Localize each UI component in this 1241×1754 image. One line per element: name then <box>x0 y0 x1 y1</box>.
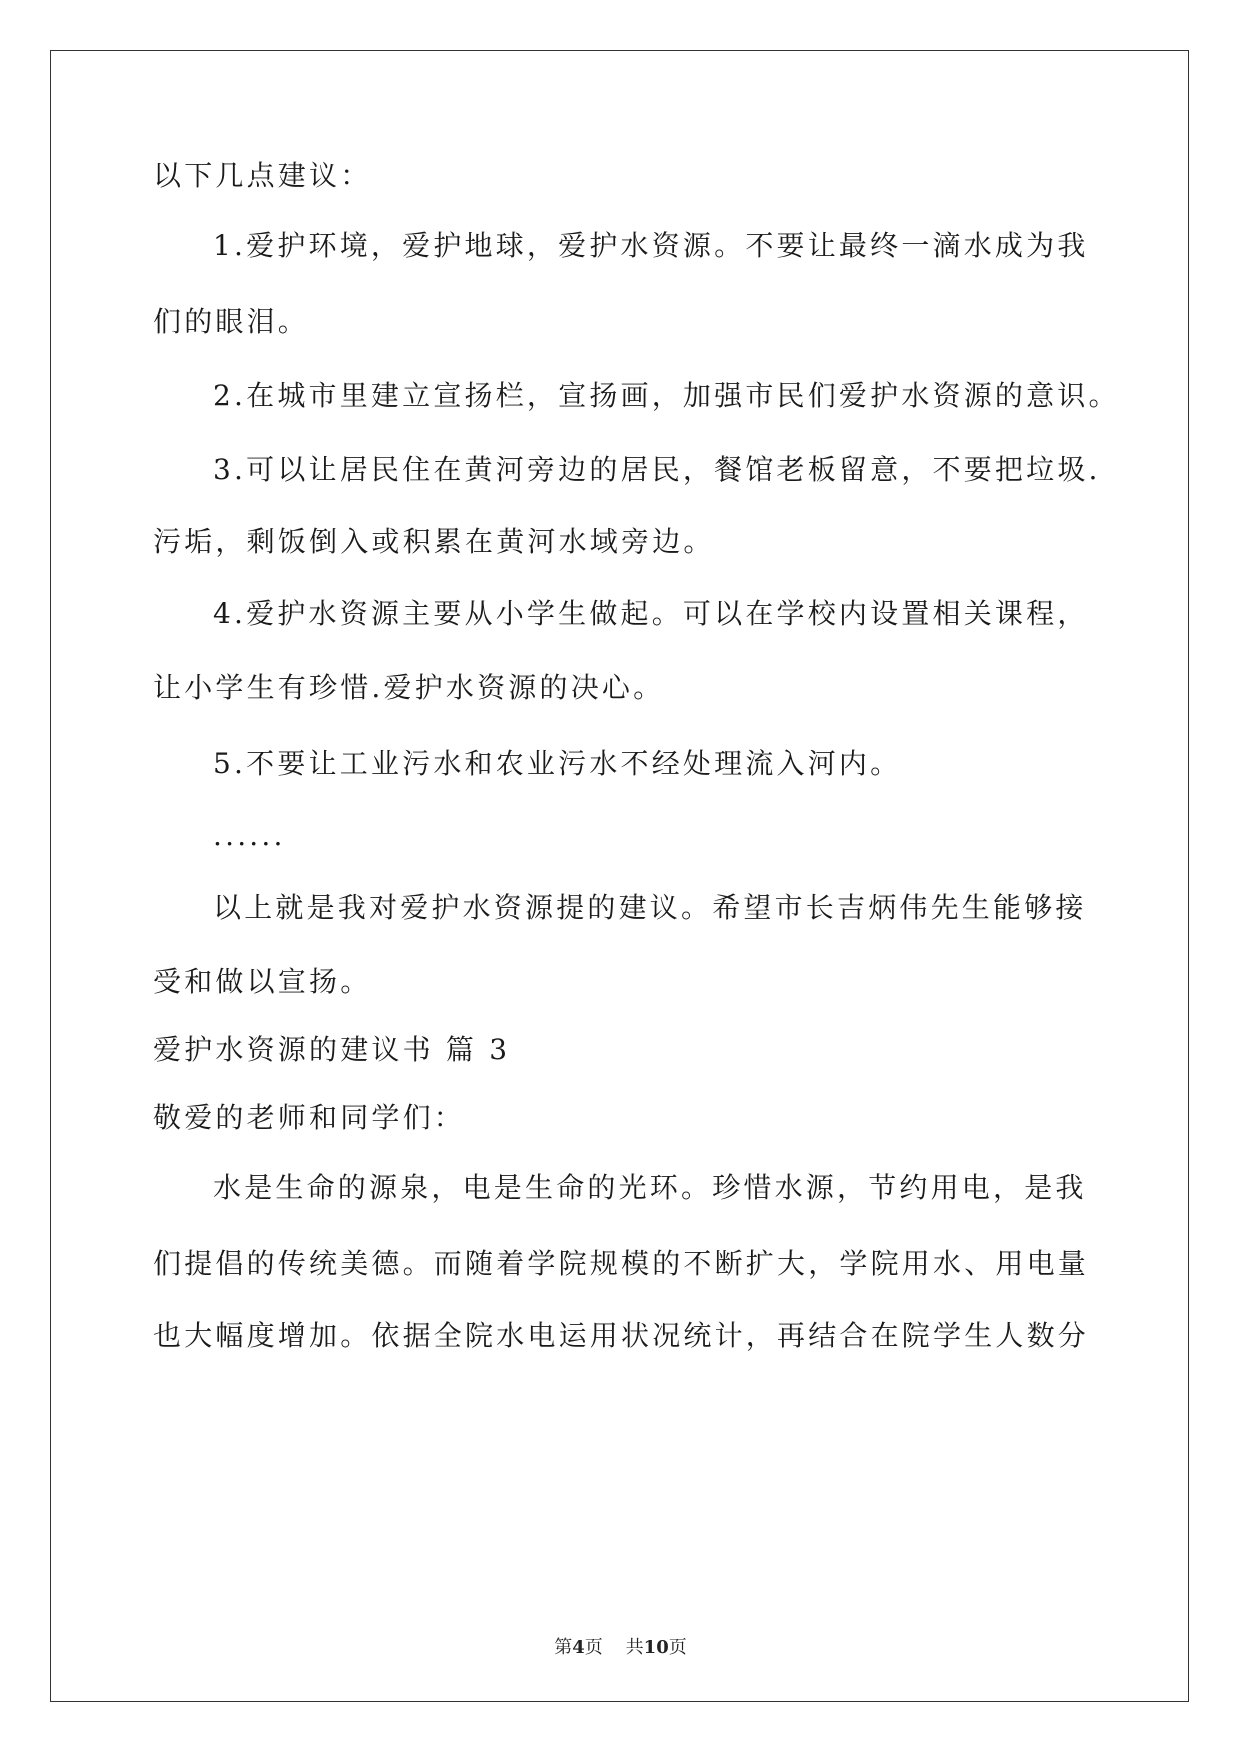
paragraph-line: 水是生命的源泉，电是生命的光环。珍惜水源，节约用电，是我 <box>213 1171 1087 1204</box>
paragraph-line: 让小学生有珍惜.爱护水资源的决心。 <box>153 671 665 704</box>
section-heading: 爱护水资源的建议书 篇 3 <box>153 1033 511 1066</box>
page-current: 4 <box>572 1637 585 1658</box>
paragraph-line: 以下几点建议： <box>153 159 372 192</box>
paragraph-line: 也大幅度增加。依据全院水电运用状况统计，再结合在院学生人数分 <box>153 1319 1090 1352</box>
page-prefix: 第 <box>554 1637 573 1658</box>
paragraph-line: 1.爱护环境，爱护地球，爱护水资源。不要让最终一滴水成为我 <box>213 229 1089 262</box>
page-footer <box>0 1636 1241 1660</box>
page-border <box>50 50 1189 1702</box>
salutation: 敬爱的老师和同学们： <box>153 1101 466 1134</box>
page-total: 10 <box>643 1637 669 1658</box>
page-suffix: 页 <box>584 1637 603 1658</box>
paragraph-line: 们的眼泪。 <box>153 305 310 338</box>
paragraph-line: 5.不要让工业污水和农业污水不经处理流入河内。 <box>213 747 902 780</box>
paragraph-line: 受和做以宣扬。 <box>153 965 372 998</box>
paragraph-line: 以上就是我对爱护水资源提的建议。希望市长吉炳伟先生能够接 <box>213 891 1087 924</box>
paragraph-line: 4.爱护水资源主要从小学生做起。可以在学校内设置相关课程， <box>213 597 1089 630</box>
paragraph-line: 污垢，剩饭倒入或积累在黄河水域旁边。 <box>153 525 715 558</box>
ellipsis-line: ...... <box>213 819 286 852</box>
paragraph-line: 3.可以让居民住在黄河旁边的居民，餐馆老板留意，不要把垃圾. <box>213 453 1101 486</box>
paragraph-line: 们提倡的传统美德。而随着学院规模的不断扩大，学院用水、用电量 <box>153 1247 1090 1280</box>
paragraph-line: 2.在城市里建立宣扬栏，宣扬画，加强市民们爱护水资源的意识。 <box>213 379 1120 412</box>
total-prefix: 共 <box>625 1637 644 1658</box>
total-suffix: 页 <box>668 1637 687 1658</box>
